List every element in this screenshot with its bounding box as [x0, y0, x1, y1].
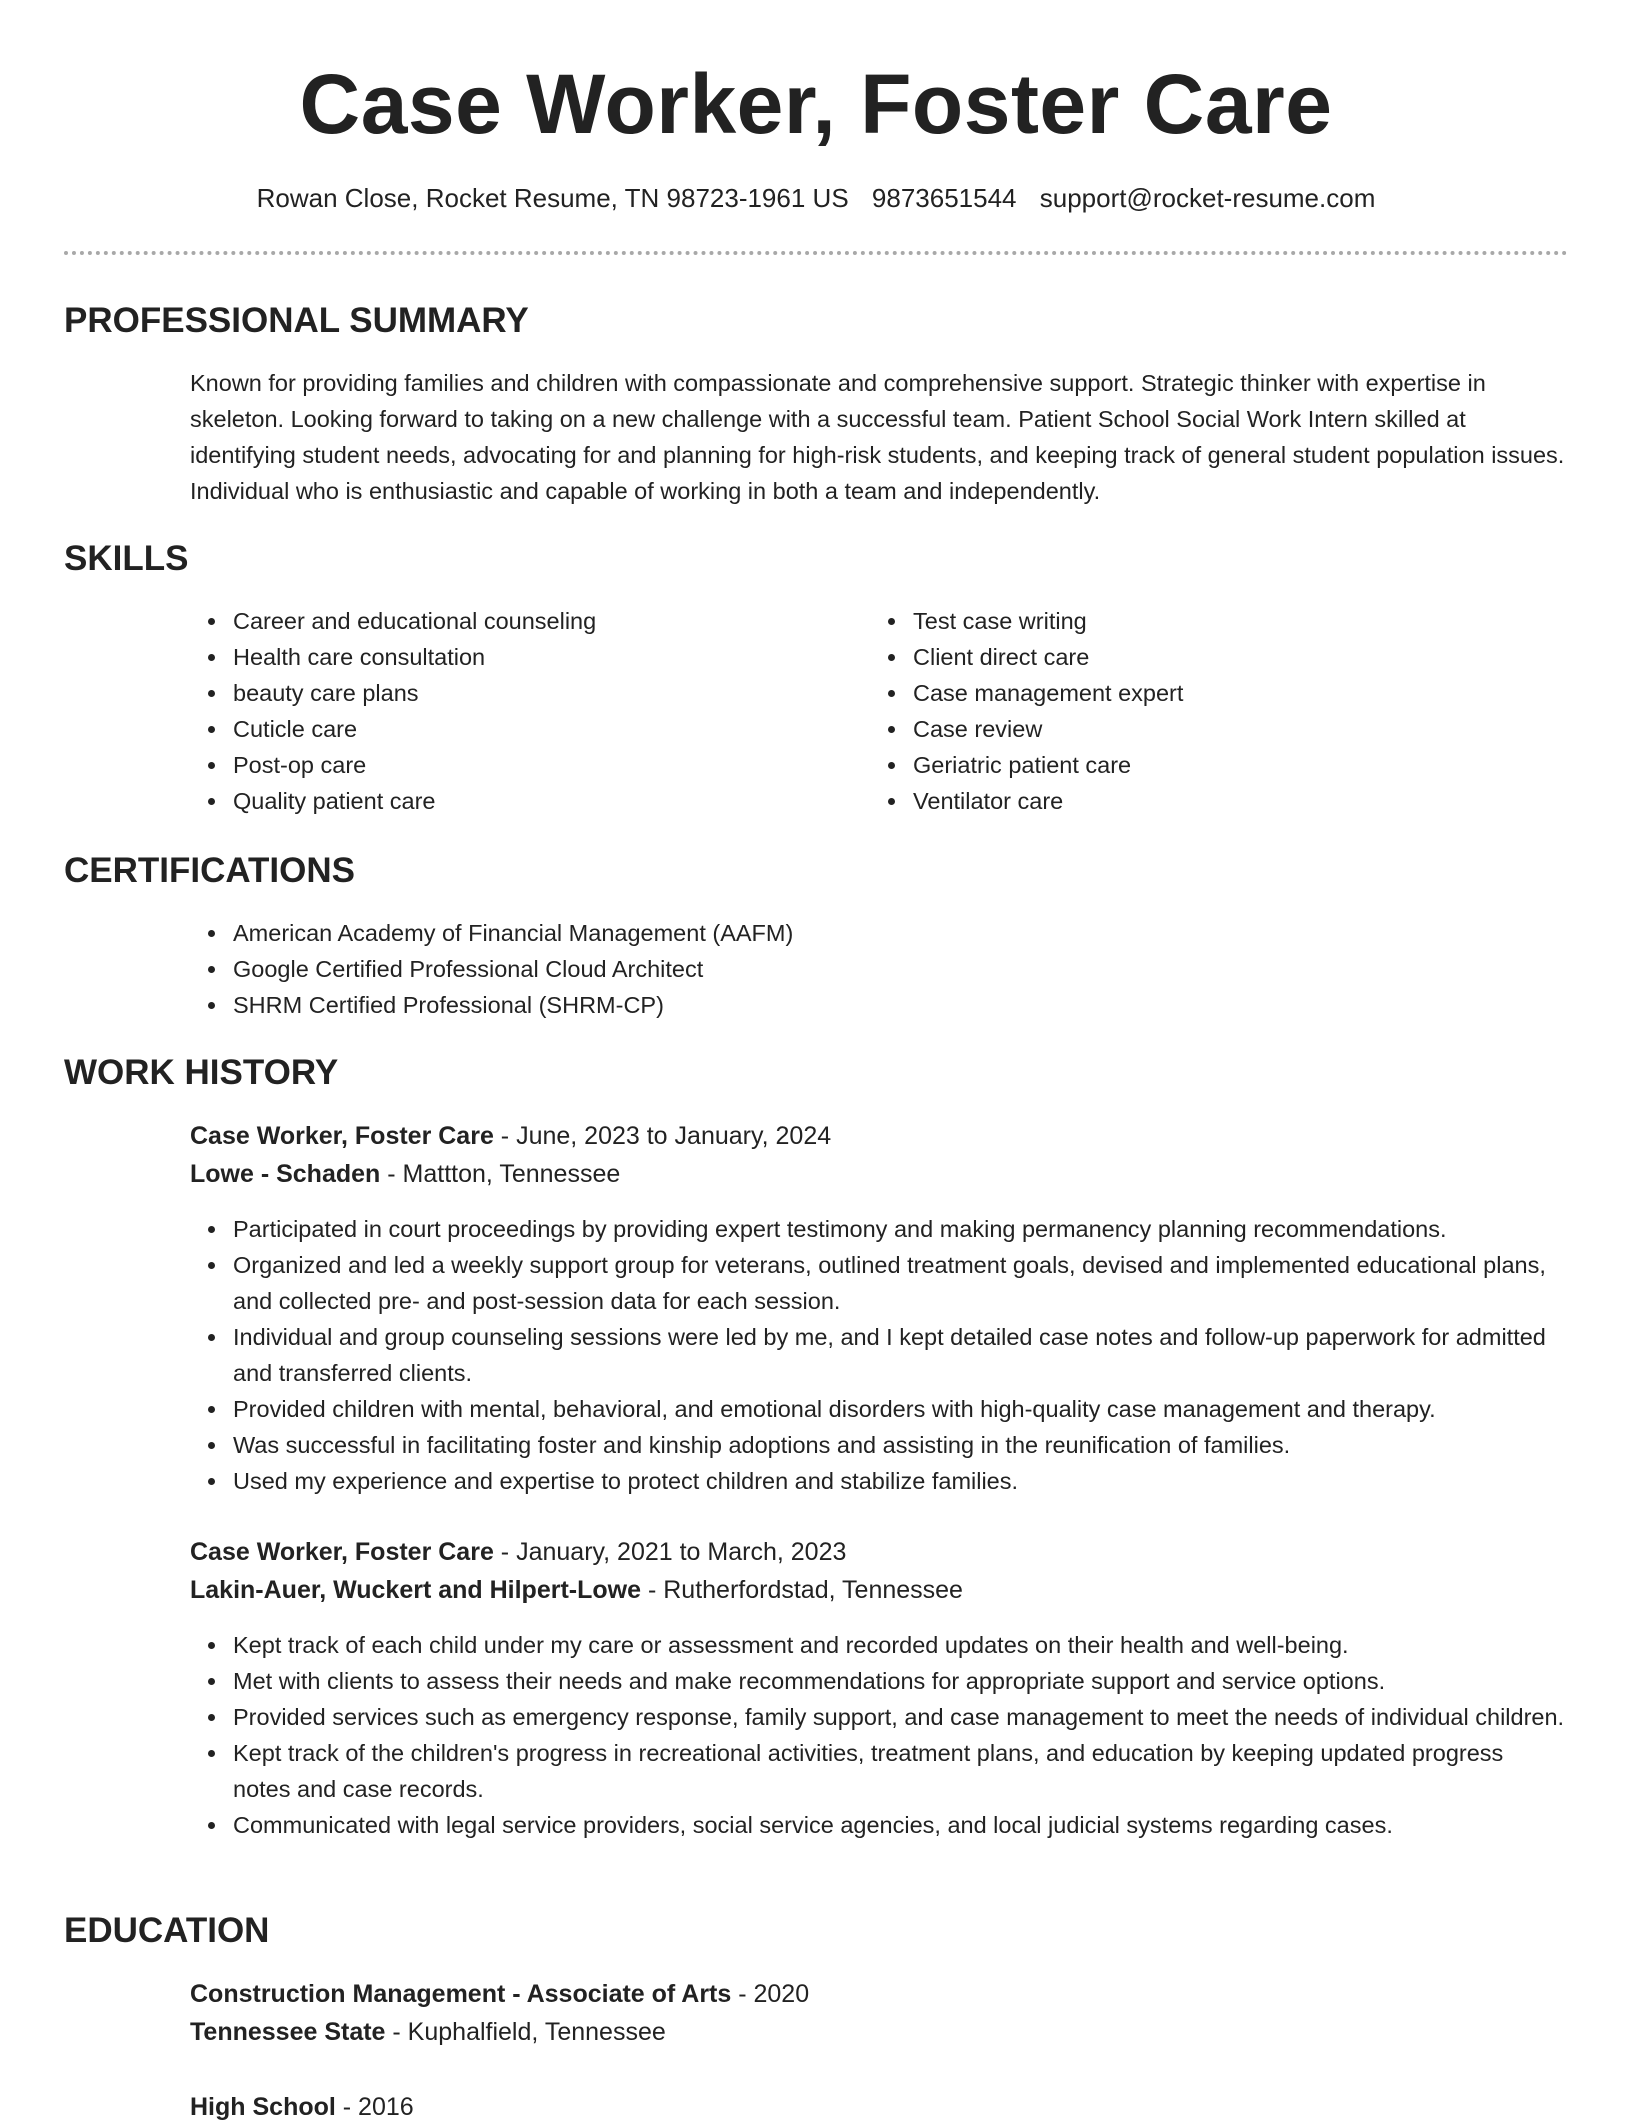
- job-bullet: Used my experience and expertise to protect children and stabilize families.: [190, 1463, 1565, 1499]
- job-role: Case Worker, Foster Care: [190, 1538, 494, 1566]
- summary-heading: PROFESSIONAL SUMMARY: [64, 301, 529, 340]
- job-location: - Rutherfordstad, Tennessee: [641, 1576, 963, 1604]
- skill-item: Case review: [870, 711, 1550, 747]
- job-bullets: [190, 1627, 1565, 1843]
- education-degree: High School: [190, 2093, 336, 2121]
- education-year: - 2020: [731, 1980, 810, 2008]
- skill-item: Cuticle care: [190, 711, 830, 747]
- job-bullet: Kept track of the children's progress in recreational activities, treatment plans, and education by keeping updated progress notes and case records.: [190, 1735, 1565, 1807]
- skill-item: Post-op care: [190, 747, 830, 783]
- job-company-line: [190, 1155, 1565, 1193]
- job-bullet: Organized and led a weekly support group for veterans, outlined treatment goals, devised and implemented educational plans, and collected pre- and post-session data for each session.: [190, 1247, 1565, 1319]
- skill-item: Quality patient care: [190, 783, 830, 819]
- education-school-line: [190, 2013, 1565, 2051]
- skills-list-right: [870, 603, 1550, 819]
- certifications-list: [190, 915, 1565, 1023]
- education-location: - Kuphalfield, Tennessee: [385, 2018, 666, 2046]
- job-company: Lakin-Auer, Wuckert and Hilpert-Lowe: [190, 1576, 642, 1604]
- job-bullet: Individual and group counseling sessions were led by me, and I kept detailed case notes and follow-up paperwork for admitted and transferred clients.: [190, 1319, 1565, 1391]
- skill-item: Ventilator care: [870, 783, 1550, 819]
- education-heading: EDUCATION: [64, 1911, 270, 1950]
- certifications-heading: CERTIFICATIONS: [64, 851, 356, 890]
- header-divider: [64, 251, 1568, 255]
- skill-item: Test case writing: [870, 603, 1550, 639]
- job-title-line: [190, 1117, 1565, 1155]
- job-title-line: [190, 1533, 1565, 1571]
- job-location: - Mattton, Tennessee: [380, 1160, 621, 1188]
- job-dates: - January, 2021 to March, 2023: [493, 1538, 847, 1566]
- skill-item: Client direct care: [870, 639, 1550, 675]
- job-bullet: Was successful in facilitating foster and kinship adoptions and assisting in the reunification of families.: [190, 1427, 1565, 1463]
- certification-item: American Academy of Financial Management (AAFM): [190, 915, 1565, 951]
- certification-item: SHRM Certified Professional (SHRM-CP): [190, 987, 1565, 1023]
- contact-address: Rowan Close, Rocket Resume, TN 98723-1961 US: [256, 183, 849, 213]
- education-degree-line: [190, 2088, 1565, 2126]
- skill-item: Career and educational counseling: [190, 603, 830, 639]
- skills-list-left: [190, 603, 830, 819]
- job-bullet: Communicated with legal service providers, social service agencies, and local judicial systems regarding cases.: [190, 1807, 1565, 1843]
- job-role: Case Worker, Foster Care: [190, 1122, 494, 1150]
- contact-line: [0, 180, 1632, 216]
- job-bullet: Participated in court proceedings by providing expert testimony and making permanency planning recommendations.: [190, 1211, 1565, 1247]
- skill-item: Case management expert: [870, 675, 1550, 711]
- job-bullet: Kept track of each child under my care or assessment and recorded updates on their health and well-being.: [190, 1627, 1565, 1663]
- contact-email: support@rocket-resume.com: [1039, 183, 1376, 213]
- education-degree: Construction Management - Associate of Arts: [190, 1980, 732, 2008]
- skills-heading: SKILLS: [64, 539, 189, 578]
- summary-text: Known for providing families and children with compassionate and comprehensive support. Strategic thinker with expertise in skeleton. Looking forward to taking on a new challenge with a successful team. Patient School Social Work Intern skilled at identifying student needs, advocating for and planning for high-risk students, and keeping track of general student population issues. Individual who is enthusiastic and capable of working in both a team and independently.: [190, 370, 1565, 504]
- certification-item: Google Certified Professional Cloud Architect: [190, 951, 1565, 987]
- skill-item: Health care consultation: [190, 639, 830, 675]
- education-year: - 2016: [335, 2093, 414, 2121]
- job-bullet: Met with clients to assess their needs and make recommendations for appropriate support and service options.: [190, 1663, 1565, 1699]
- contact-phone: 9873651544: [871, 183, 1017, 213]
- skill-item: Geriatric patient care: [870, 747, 1550, 783]
- education-degree-line: [190, 1975, 1565, 2013]
- skill-item: beauty care plans: [190, 675, 830, 711]
- job-bullet: Provided children with mental, behavioral, and emotional disorders with high-quality case management and therapy.: [190, 1391, 1565, 1427]
- education-school: Tennessee State: [190, 2018, 386, 2046]
- job-company: Lowe - Schaden: [190, 1160, 381, 1188]
- job-dates: - June, 2023 to January, 2024: [493, 1122, 832, 1150]
- job-company-line: [190, 1571, 1565, 1609]
- job-bullet: Provided services such as emergency response, family support, and case management to meet the needs of individual children.: [190, 1699, 1565, 1735]
- candidate-name: Case Worker, Foster Care: [299, 57, 1333, 151]
- work-history-heading: WORK HISTORY: [64, 1053, 339, 1092]
- job-bullets: [190, 1211, 1565, 1499]
